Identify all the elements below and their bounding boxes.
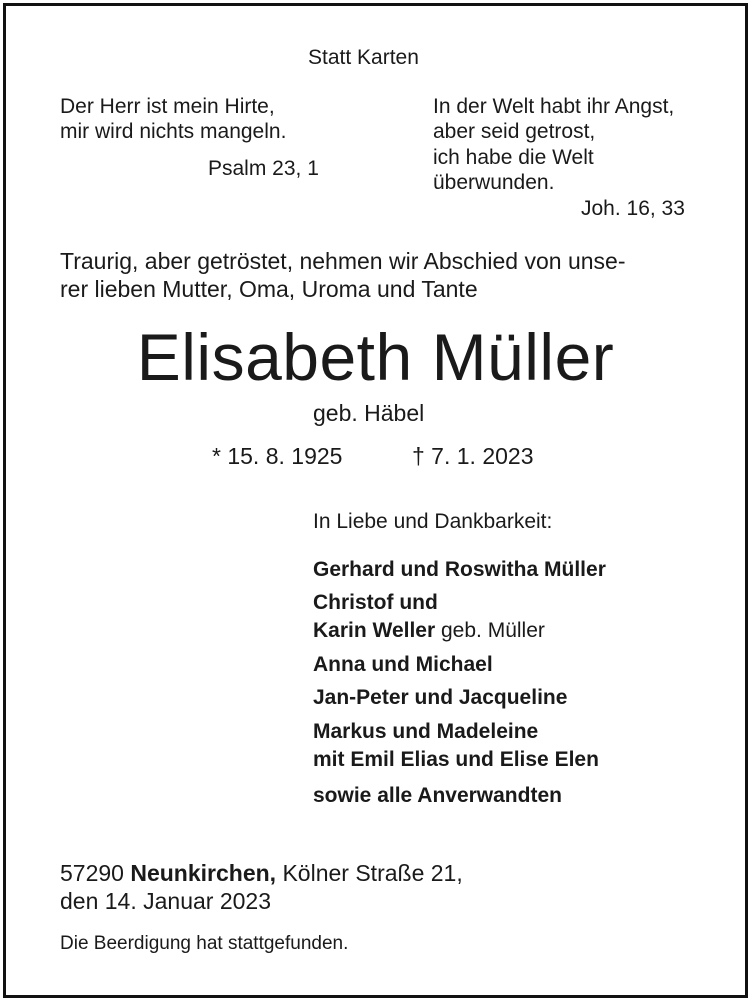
mourners-heading: In Liebe und Dankbarkeit: [313, 510, 553, 533]
mourner-3-note: geb. Müller [441, 619, 545, 642]
maiden-name: geb. Häbel [313, 400, 425, 426]
verse-right-source: Joh. 16, 33 [581, 197, 685, 220]
intro-line-1: Traurig, aber getröstet, nehmen wir Abschied von unse- [60, 248, 626, 274]
address-city: Neunkirchen, [130, 860, 277, 886]
mourner-6: Markus und Madeleine [313, 720, 539, 743]
address-line [60, 858, 463, 888]
mourner-2: Christof und [313, 591, 438, 614]
deceased-name: Elisabeth Müller [136, 320, 615, 394]
address-street: Kölner Straße 21, [282, 860, 463, 886]
verse-right-line-2: aber seid getrost, [433, 120, 596, 143]
mourner-4: Anna und Michael [313, 653, 493, 676]
funeral-note: Die Beerdigung hat stattgefunden. [60, 933, 349, 954]
birth-date: * 15. 8. 1925 [212, 443, 343, 469]
death-date: † 7. 1. 2023 [412, 443, 534, 469]
intro-line-2: rer lieben Mutter, Oma, Uroma und Tante [60, 276, 478, 302]
mourner-5: Jan-Peter und Jacqueline [313, 686, 568, 709]
verse-left-line-1: Der Herr ist mein Hirte, [60, 95, 275, 118]
mourner-7: mit Emil Elias und Elise Elen [313, 748, 599, 771]
verse-right-line-3: ich habe die Welt [433, 146, 594, 169]
mourner-1: Gerhard und Roswitha Müller [313, 558, 606, 581]
ad-border [3, 3, 748, 998]
address-date: den 14. Januar 2023 [60, 888, 272, 914]
mourner-3-name: Karin Weller [313, 619, 436, 642]
verse-left-source: Psalm 23, 1 [208, 157, 319, 180]
address-zip: 57290 [60, 860, 124, 886]
mourner-3 [313, 619, 545, 643]
verse-right-line-1: In der Welt habt ihr Angst, [433, 95, 675, 118]
statt-karten: Statt Karten [308, 46, 419, 69]
verse-right-line-4: überwunden. [433, 171, 555, 194]
mourner-8: sowie alle Anverwandten [313, 784, 562, 807]
verse-left-line-2: mir wird nichts mangeln. [60, 120, 287, 143]
